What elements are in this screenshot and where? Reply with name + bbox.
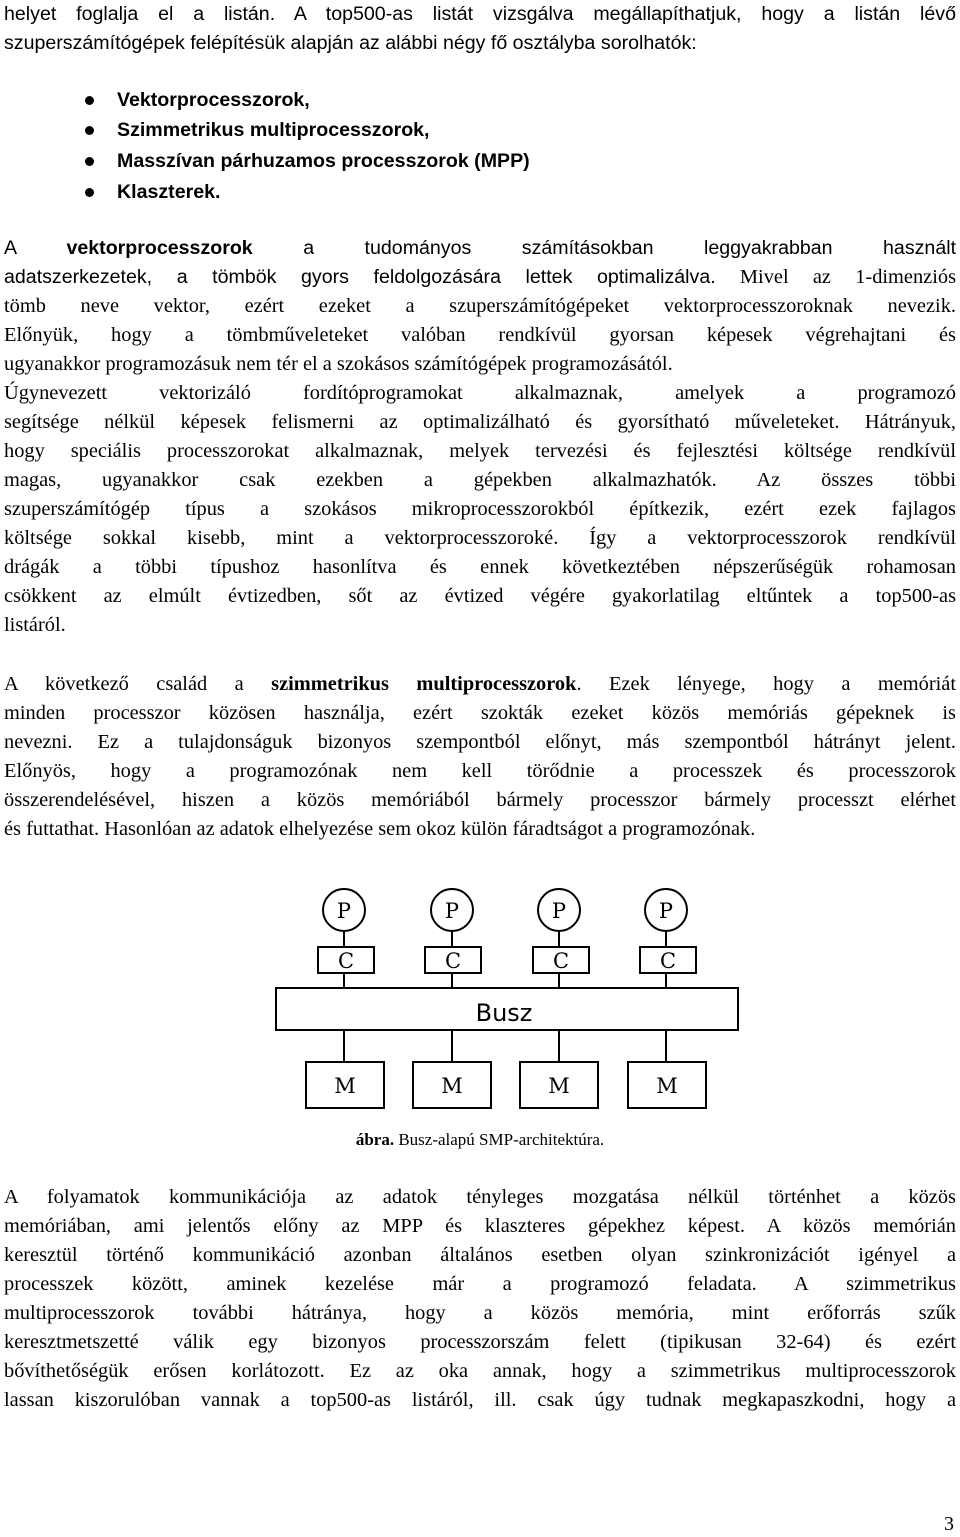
- paragraph-line: csökkent az elmúlt évtizedben, sőt az évtized végére gyakorlatilag eltűntek a top500-as: [4, 585, 956, 607]
- svg-text:M: M: [548, 1074, 570, 1098]
- paragraph-line: bővíthetőségük erősen korlátozott. Ez az oka annak, hogy a szimmetrikus multiprocesszorok: [4, 1360, 956, 1382]
- svg-text:M: M: [334, 1074, 356, 1098]
- paragraph-line: memóriában, ami jelentős előny az MPP és klaszteres gépekhez képest. A közös memórián: [4, 1215, 956, 1237]
- svg-text:M: M: [656, 1074, 678, 1098]
- paragraph-line: összerendelésével, hiszen a közös memóriából bármely processzor bármely processzt elérhet: [4, 789, 956, 811]
- svg-text:C: C: [337, 949, 355, 973]
- bus-bar: [276, 988, 738, 1030]
- svg-text:C: C: [444, 949, 462, 973]
- paragraph-line: Előnyük, hogy a tömbműveleteket valóban rendkívül gyorsan képesek végrehajtani és: [4, 324, 956, 346]
- paragraph-line: adatszerkezetek, a tömbök gyors feldolgozására lettek optimalizálva. Mivel az 1-dimenziós: [4, 266, 957, 288]
- paragraph-line: Előnyös, hogy a programozónak nem kell törődnie a processzek és processzorok: [4, 760, 956, 782]
- svg-text:P: P: [551, 899, 567, 923]
- cache-node: [640, 947, 696, 973]
- bullet-icon: [85, 157, 94, 166]
- cache-node: [533, 947, 589, 973]
- paragraph-line: Úgynevezett vektorizáló fordítóprogramokat alkalmaznak, amelyek a programozó: [4, 382, 956, 404]
- svg-text:P: P: [444, 899, 460, 923]
- svg-text:P: P: [658, 899, 674, 923]
- paragraph-line: keresztül történő kommunikáció azonban általános esetben olyan szinkronizációt igényel a: [4, 1244, 956, 1266]
- memory-node: [413, 1062, 491, 1108]
- processor-node: [431, 889, 473, 931]
- memory-node: [306, 1062, 384, 1108]
- paragraph-line: költsége sokkal kisebb, mint a vektorprocesszoroké. Így a vektorprocesszorok rendkívül: [4, 527, 956, 549]
- svg-text:M: M: [441, 1074, 463, 1098]
- paragraph-line: és futtathat. Hasonlóan az adatok elhelyezése sem okoz külön fáradtságot a programozónak.: [4, 818, 756, 840]
- paragraph-line: tömb neve vektor, ezért ezeket a szuperszámítógépeket vektorprocesszoroknak nevezik.: [4, 295, 956, 317]
- cache-node: [318, 947, 374, 973]
- paragraph-line: processzek között, aminek kezelése már a programozó feladata. A szimmetrikus: [4, 1273, 956, 1295]
- processor-node: [538, 889, 580, 931]
- svg-text:P: P: [336, 899, 352, 923]
- intro-line-1: helyet foglalja el a listán. A top500-as listát vizsgálva megállapíthatjuk, hogy a listán lévő: [4, 3, 956, 25]
- list-item: Klaszterek.: [117, 178, 717, 207]
- processor-node: [323, 889, 365, 931]
- paragraph-line: segítsége nélkül képesek felismerni az optimalizálható és gyorsítható műveleteket. Hátrányuk,: [4, 411, 956, 433]
- svg-text:Busz: Busz: [475, 999, 533, 1027]
- paragraph-line: minden processzor közösen használja, ezért szokták ezeket közös memóriás gépeknek is: [4, 702, 956, 724]
- list-item: Vektorprocesszorok,: [117, 86, 717, 115]
- svg-text:C: C: [659, 949, 677, 973]
- memory-node: [628, 1062, 706, 1108]
- paragraph-line: listáról.: [4, 614, 66, 636]
- paragraph-line: ugyanakkor programozásuk nem tér el a szokásos számítógépek programozásától.: [4, 353, 673, 375]
- bullet-icon: [85, 96, 94, 105]
- figure-caption: ábra. Busz-alapú SMP-architektúra.: [355, 1130, 605, 1149]
- paragraph-line: A folyamatok kommunikációja az adatok tényleges mozgatása nélkül történhet a közös: [4, 1186, 956, 1208]
- svg-text:C: C: [552, 949, 570, 973]
- paragraph-line: keresztmetszetté válik egy bizonyos processzorszám felett (tipikusan 32-64) és ezért: [4, 1331, 956, 1353]
- paragraph-line: drágák a többi típushoz hasonlítva és ennek következtében népszerűségük rohamosan: [4, 556, 956, 578]
- bullet-icon: [85, 126, 94, 135]
- paragraph-line: szuperszámítógép típus a szokásos mikroprocesszorokból építkezik, ezért ezek fajlagos: [4, 498, 956, 520]
- paragraph-line: magas, ugyanakkor csak ezekben a gépekben alkalmazhatók. Az összes többi: [4, 469, 956, 491]
- bullet-icon: [85, 188, 94, 197]
- paragraph-line: hogy speciális processzorokat alkalmaznak, melyek tervezési és fejlesztési költsége rendkívül: [4, 440, 956, 462]
- paragraph-line: nevezni. Ez a tulajdonságuk bizonyos szempontból előnyt, más szempontból hátrányt jelent.: [4, 731, 956, 753]
- paragraph-line: multiprocesszorok további hátránya, hogy a közös memória, mint erőforrás szűk: [4, 1302, 956, 1324]
- paragraph-line: lassan kiszorulóban vannak a top500-as listáról, ill. csak úgy tudnak megkapaszkodni, hogy a: [4, 1389, 956, 1411]
- paragraph-line: A vektorprocesszorok a tudományos számításokban leggyakrabban használt: [4, 237, 957, 259]
- smp-architecture-diagram: [4, 880, 956, 1120]
- memory-node: [520, 1062, 598, 1108]
- cache-node: [425, 947, 481, 973]
- paragraph-line: A következő család a szimmetrikus multiprocesszorok. Ezek lényege, hogy a memóriát: [4, 673, 956, 695]
- list-item: Szimmetrikus multiprocesszorok,: [117, 116, 717, 145]
- intro-line-2: szuperszámítógépek felépítésük alapján az alábbi négy fő osztályba sorolhatók:: [4, 32, 697, 54]
- page-number: 3: [944, 1513, 954, 1535]
- list-item: Masszívan párhuzamos processzorok (MPP): [117, 147, 717, 176]
- processor-node: [645, 889, 687, 931]
